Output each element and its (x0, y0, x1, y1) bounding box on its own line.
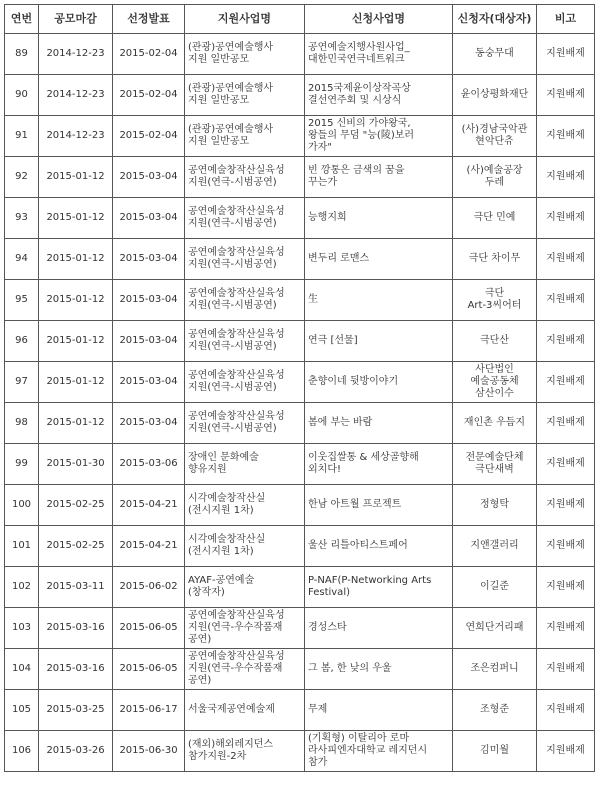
serial-number-cell: 93 (5, 198, 39, 239)
remark-cell: 지원배제 (537, 526, 595, 567)
project-name-cell: P-NAF(P-Networking Arts Festival) (305, 567, 453, 608)
deadline-date-cell: 2015-03-16 (39, 608, 113, 649)
table-row (5, 75, 595, 116)
announcement-date-cell: 2015-03-04 (113, 280, 185, 321)
remark-cell: 지원배제 (537, 690, 595, 731)
announcement-date-cell: 2015-03-04 (113, 157, 185, 198)
deadline-date-cell: 2015-01-12 (39, 280, 113, 321)
remark-cell: 지원배제 (537, 403, 595, 444)
remark-cell: 지원배제 (537, 362, 595, 403)
table-row (5, 690, 595, 731)
table-row (5, 157, 595, 198)
program-name-cell: (재외)해외레지던스 참가지원-2차 (185, 731, 305, 772)
project-name-cell: 한남 아트월 프로젝트 (305, 485, 453, 526)
serial-number-cell: 98 (5, 403, 39, 444)
applicant-cell: 극단 Art-3씨어터 (453, 280, 537, 321)
program-name-cell: (관광)공연예술행사 지원 일반공모 (185, 34, 305, 75)
project-name-cell: 이웃집쌀통 & 세상골향해 외치다! (305, 444, 453, 485)
serial-number-cell: 96 (5, 321, 39, 362)
serial-number-cell: 89 (5, 34, 39, 75)
project-name-cell: 춘향이네 뒷방이야기 (305, 362, 453, 403)
table-row (5, 608, 595, 649)
announcement-date-cell: 2015-06-30 (113, 731, 185, 772)
announcement-date-cell: 2015-03-04 (113, 403, 185, 444)
applicant-cell: 지앤갤러리 (453, 526, 537, 567)
remark-cell: 지원배제 (537, 444, 595, 485)
program-name-cell: 공연예술창작산실육성 지원(연극-우수작품재 공연) (185, 649, 305, 690)
project-name-cell: 무제 (305, 690, 453, 731)
deadline-date-cell: 2015-01-12 (39, 157, 113, 198)
deadline-date-cell: 2015-02-25 (39, 485, 113, 526)
remark-cell: 지원배제 (537, 198, 595, 239)
table-row (5, 649, 595, 690)
table-row (5, 116, 595, 157)
announcement-date-cell: 2015-04-21 (113, 485, 185, 526)
applicant-cell: 극단 차이무 (453, 239, 537, 280)
serial-number-cell: 102 (5, 567, 39, 608)
applicant-cell: 연희단거리패 (453, 608, 537, 649)
deadline-date-cell: 2014-12-23 (39, 75, 113, 116)
project-name-cell: 2015 신비의 가야왕국, 왕들의 무덤 "능(陵)보러 가자" (305, 116, 453, 157)
program-name-cell: (관광)공연예술행사 지원 일반공모 (185, 116, 305, 157)
applicant-cell: 정형탁 (453, 485, 537, 526)
program-name-cell: 공연예술창작산실육성 지원(연극-시범공연) (185, 403, 305, 444)
table-row (5, 321, 595, 362)
applicant-cell: (사)경남국악관 현악단츄 (453, 116, 537, 157)
table-row (5, 526, 595, 567)
remark-cell: 지원배제 (537, 567, 595, 608)
header-cell: 비고 (537, 5, 595, 34)
project-name-cell: 능행지희 (305, 198, 453, 239)
program-name-cell: (관광)공연예술행사 지원 일반공모 (185, 75, 305, 116)
program-name-cell: 공연예술창작산실육성 지원(연극-시범공연) (185, 239, 305, 280)
deadline-date-cell: 2015-01-12 (39, 321, 113, 362)
project-name-cell: (기획형) 이탈리아 로마 라사피엔자대학교 레지던시 참가 (305, 731, 453, 772)
serial-number-cell: 103 (5, 608, 39, 649)
applicant-cell: 극단산 (453, 321, 537, 362)
announcement-date-cell: 2015-03-04 (113, 239, 185, 280)
applicant-cell: 전문예술단체 극단새벽 (453, 444, 537, 485)
serial-number-cell: 95 (5, 280, 39, 321)
remark-cell: 지원배제 (537, 280, 595, 321)
serial-number-cell: 97 (5, 362, 39, 403)
deadline-date-cell: 2015-03-25 (39, 690, 113, 731)
serial-number-cell: 104 (5, 649, 39, 690)
deadline-date-cell: 2015-02-25 (39, 526, 113, 567)
announcement-date-cell: 2015-03-04 (113, 362, 185, 403)
announcement-date-cell: 2015-02-04 (113, 116, 185, 157)
applicant-cell: 윤이상평화재단 (453, 75, 537, 116)
deadline-date-cell: 2015-03-16 (39, 649, 113, 690)
serial-number-cell: 105 (5, 690, 39, 731)
serial-number-cell: 91 (5, 116, 39, 157)
table-row (5, 362, 595, 403)
header-cell: 연번 (5, 5, 39, 34)
project-name-cell: 生 (305, 280, 453, 321)
project-name-cell: 연극 [선물] (305, 321, 453, 362)
remark-cell: 지원배제 (537, 649, 595, 690)
header-cell: 선정발표 (113, 5, 185, 34)
support-exclusion-table (4, 4, 595, 772)
document (4, 4, 594, 772)
announcement-date-cell: 2015-06-17 (113, 690, 185, 731)
project-name-cell: 변두리 로맨스 (305, 239, 453, 280)
announcement-date-cell: 2015-06-05 (113, 608, 185, 649)
applicant-cell: (사)예술공장 두레 (453, 157, 537, 198)
applicant-cell: 극단 민예 (453, 198, 537, 239)
deadline-date-cell: 2015-03-26 (39, 731, 113, 772)
deadline-date-cell: 2014-12-23 (39, 116, 113, 157)
table-row (5, 485, 595, 526)
applicant-cell: 사단법인 예술공동체 삼산이수 (453, 362, 537, 403)
project-name-cell: 경성스타 (305, 608, 453, 649)
table-row (5, 567, 595, 608)
table-body (5, 34, 595, 772)
remark-cell: 지원배제 (537, 239, 595, 280)
remark-cell: 지원배제 (537, 34, 595, 75)
remark-cell: 지원배제 (537, 75, 595, 116)
announcement-date-cell: 2015-03-04 (113, 321, 185, 362)
announcement-date-cell: 2015-02-04 (113, 75, 185, 116)
applicant-cell: 동숭무대 (453, 34, 537, 75)
table-row (5, 239, 595, 280)
announcement-date-cell: 2015-04-21 (113, 526, 185, 567)
header-cell: 신청자(대상자) (453, 5, 537, 34)
remark-cell: 지원배제 (537, 731, 595, 772)
deadline-date-cell: 2015-01-12 (39, 362, 113, 403)
table-row (5, 444, 595, 485)
header-cell: 신청사업명 (305, 5, 453, 34)
project-name-cell: 울산 리틀아티스트페어 (305, 526, 453, 567)
program-name-cell: 공연예술창작산실육성 지원(연극-시범공연) (185, 157, 305, 198)
announcement-date-cell: 2015-03-04 (113, 198, 185, 239)
applicant-cell: 조형준 (453, 690, 537, 731)
project-name-cell: 빈 깡통은 금색의 꿈을 꾸는가 (305, 157, 453, 198)
table-row (5, 280, 595, 321)
header-cell: 공모마감 (39, 5, 113, 34)
deadline-date-cell: 2014-12-23 (39, 34, 113, 75)
applicant-cell: 재인촌 우듬지 (453, 403, 537, 444)
announcement-date-cell: 2015-02-04 (113, 34, 185, 75)
deadline-date-cell: 2015-01-12 (39, 198, 113, 239)
program-name-cell: 공연예술창작산실육성 지원(연극-시범공연) (185, 280, 305, 321)
program-name-cell: 장애인 문화예술 향유지원 (185, 444, 305, 485)
header-row (5, 5, 595, 34)
table-row (5, 731, 595, 772)
program-name-cell: 공연예술창작산실육성 지원(연극-우수작품재 공연) (185, 608, 305, 649)
program-name-cell: 공연예술창작산실육성 지원(연극-시범공연) (185, 198, 305, 239)
program-name-cell: 공연예술창작산실육성 지원(연극-시범공연) (185, 321, 305, 362)
program-name-cell: 시각예술창작산실 (전시지원 1차) (185, 485, 305, 526)
project-name-cell: 봄에 부는 바람 (305, 403, 453, 444)
serial-number-cell: 106 (5, 731, 39, 772)
deadline-date-cell: 2015-01-12 (39, 239, 113, 280)
serial-number-cell: 92 (5, 157, 39, 198)
program-name-cell: 시각예술창작산실 (전시지원 1차) (185, 526, 305, 567)
header-cell: 지원사업명 (185, 5, 305, 34)
announcement-date-cell: 2015-06-02 (113, 567, 185, 608)
applicant-cell: 이길준 (453, 567, 537, 608)
applicant-cell: 김미월 (453, 731, 537, 772)
remark-cell: 지원배제 (537, 116, 595, 157)
remark-cell: 지원배제 (537, 608, 595, 649)
remark-cell: 지원배제 (537, 485, 595, 526)
table-row (5, 34, 595, 75)
deadline-date-cell: 2015-01-12 (39, 403, 113, 444)
project-name-cell: 2015국제윤이상작곡상 결선연주회 및 시상식 (305, 75, 453, 116)
announcement-date-cell: 2015-03-06 (113, 444, 185, 485)
serial-number-cell: 94 (5, 239, 39, 280)
announcement-date-cell: 2015-06-05 (113, 649, 185, 690)
remark-cell: 지원배제 (537, 321, 595, 362)
program-name-cell: AYAF-공연예술 (창작자) (185, 567, 305, 608)
project-name-cell: 공연예술지행사원사업_ 대한민국연극네트워크 (305, 34, 453, 75)
serial-number-cell: 90 (5, 75, 39, 116)
table-row (5, 403, 595, 444)
serial-number-cell: 100 (5, 485, 39, 526)
serial-number-cell: 101 (5, 526, 39, 567)
program-name-cell: 서울국제공연예술제 (185, 690, 305, 731)
deadline-date-cell: 2015-03-11 (39, 567, 113, 608)
program-name-cell: 공연예술창작산실육성 지원(연극-시범공연) (185, 362, 305, 403)
project-name-cell: 그 봄, 한 낮의 우울 (305, 649, 453, 690)
serial-number-cell: 99 (5, 444, 39, 485)
applicant-cell: 조은컴퍼니 (453, 649, 537, 690)
table-row (5, 198, 595, 239)
deadline-date-cell: 2015-01-30 (39, 444, 113, 485)
remark-cell: 지원배제 (537, 157, 595, 198)
